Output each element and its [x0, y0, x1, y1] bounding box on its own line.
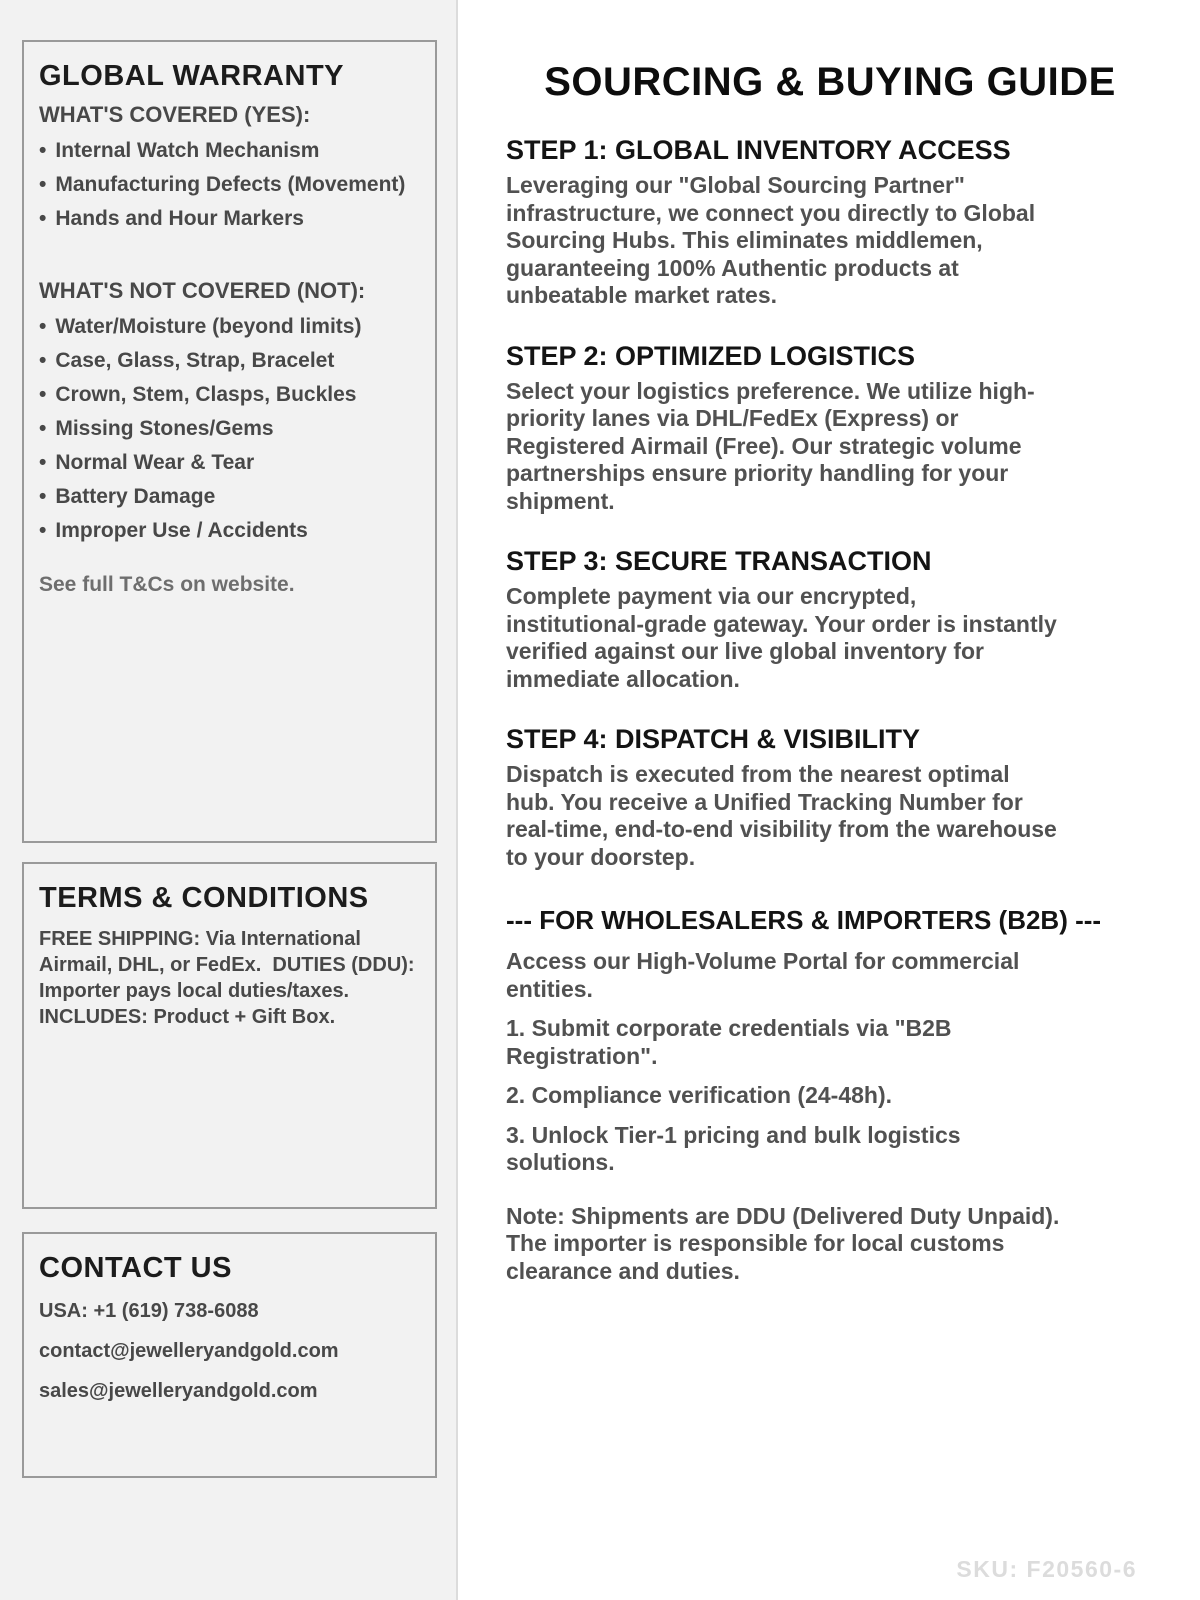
warranty-covered-heading: WHAT'S COVERED (YES): — [39, 102, 311, 127]
list-item: • Manufacturing Defects (Movement) — [39, 168, 420, 202]
step-2-section — [506, 340, 1166, 516]
step-3-body: Complete payment via our encrypted, institutional-grade gateway. Your order is instantly verified against our live global inventory for immediate allocation. — [506, 583, 1057, 692]
list-item: • Hands and Hour Markers — [39, 202, 420, 236]
b2b-ddu-note: Note: Shipments are DDU (Delivered Duty Unpaid). The importer is responsible for local customs clearance and duties. — [506, 1202, 1060, 1284]
list-item: • Internal Watch Mechanism — [39, 134, 420, 168]
contact-us-box — [22, 1232, 437, 1478]
b2b-intro: Access our High-Volume Portal for commercial entities. — [506, 948, 1020, 1002]
b2b-section — [506, 905, 1166, 1285]
contact-email: contact@jewelleryandgold.com — [39, 1340, 339, 1362]
b2b-step-2: 2. Compliance verification (24-48h). — [506, 1082, 893, 1108]
sales-email: sales@jewelleryandgold.com — [39, 1380, 318, 1402]
list-item: • Crown, Stem, Clasps, Buckles — [39, 378, 420, 412]
contact-title: CONTACT US — [39, 1252, 232, 1284]
terms-title: TERMS & CONDITIONS — [39, 882, 369, 914]
b2b-step-3: 3. Unlock Tier-1 pricing and bulk logistics solutions. — [506, 1121, 961, 1175]
warranty-covered-list — [39, 134, 420, 236]
step-3-heading: STEP 3: SECURE TRANSACTION — [506, 546, 932, 576]
step-4-body: Dispatch is executed from the nearest optimal hub. You receive a Unified Tracking Number for real-time, end-to-end visibility from the warehouse to your doorstep. — [506, 761, 1057, 870]
step-4-heading: STEP 4: DISPATCH & VISIBILITY — [506, 724, 921, 754]
terms-conditions-box — [22, 862, 437, 1209]
list-item: • Water/Moisture (beyond limits) — [39, 310, 420, 344]
step-1-body: Leveraging our "Global Sourcing Partner" infrastructure, we connect you directly to Global Sourcing Hubs. This eliminates middlemen, guaranteeing 100% Authentic products at unbeatable market rates. — [506, 172, 1036, 308]
page-title: SOURCING & BUYING GUIDE — [544, 60, 1116, 104]
guide-content — [460, 134, 1200, 1285]
contact-phone: USA: +1 (619) 738-6088 — [39, 1300, 259, 1322]
sku-label: SKU: F20560-6 — [956, 1556, 1137, 1582]
b2b-step-1: 1. Submit corporate credentials via "B2B Registration". — [506, 1015, 952, 1069]
step-2-body: Select your logistics preference. We utilize high-priority lanes via DHL/FedEx (Express) or Registered Airmail (Free). Our strategic volume partnerships ensure priority handling for your shipment. — [506, 377, 1035, 514]
warranty-title: GLOBAL WARRANTY — [39, 60, 345, 92]
step-2-heading: STEP 2: OPTIMIZED LOGISTICS — [506, 340, 916, 371]
list-item: • Normal Wear & Tear — [39, 446, 420, 480]
list-item: • Battery Damage — [39, 480, 420, 514]
step-1-heading: STEP 1: GLOBAL INVENTORY ACCESS — [506, 135, 1011, 165]
sourcing-guide-main — [460, 0, 1200, 1600]
warranty-not-covered-heading: WHAT'S NOT COVERED (NOT): — [39, 278, 366, 303]
list-item: • Improper Use / Accidents — [39, 514, 420, 548]
global-warranty-box — [22, 40, 437, 843]
step-3-section — [506, 545, 1166, 693]
step-4-section — [506, 723, 1166, 871]
step-1-section — [506, 134, 1166, 310]
list-item: • Missing Stones/Gems — [39, 412, 420, 446]
b2b-heading: --- FOR WHOLESALERS & IMPORTERS (B2B) --- — [506, 905, 1102, 935]
warranty-not-covered-list — [39, 310, 420, 548]
terms-body: FREE SHIPPING: Via International Airmail, DHL, or FedEx. DUTIES (DDU): Importer pays local duties/taxes. INCLUDES: Product + Gift Box. — [39, 928, 421, 1028]
info-sidebar — [0, 0, 458, 1600]
list-item: • Case, Glass, Strap, Bracelet — [39, 344, 420, 378]
warranty-footnote: See full T&Cs on website. — [39, 573, 295, 596]
